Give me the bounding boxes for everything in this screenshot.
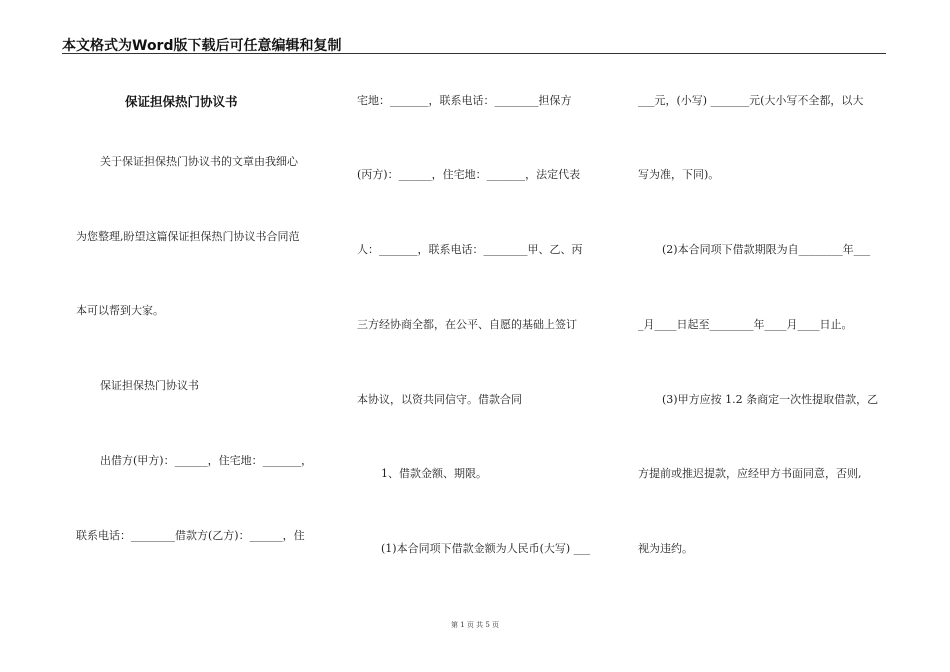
- paragraph-line: 宅地：_______，联系电话：________担保方: [357, 94, 572, 107]
- paragraph-line: 联系电话：________借款方(乙方)：______，住: [76, 529, 305, 542]
- paragraph-line: 1、借款金额、期限。: [381, 467, 487, 480]
- paragraph-line: 写为准，下同)。: [638, 168, 720, 181]
- paragraph-line: 三方经协商全都，在公平、自愿的基础上签订: [357, 318, 577, 331]
- page-header: [62, 33, 886, 54]
- paragraph-line: 本协议，以资共同信守。借款合同: [357, 393, 522, 406]
- paragraph-line: (丙方)：______，住宅地：_______，法定代表: [357, 168, 581, 181]
- paragraph-line: 关于保证担保热门协议书的文章由我细心: [100, 155, 298, 168]
- document-title: 保证担保热门协议书: [125, 94, 238, 109]
- paragraph-line: 出借方(甲方)：______，住宅地：_______，: [100, 454, 313, 467]
- paragraph-line: (1)本合同项下借款金额为人民币(大写) ___: [381, 542, 591, 555]
- paragraph-line: 方提前或推迟提款，应经甲方书面同意，否则,: [638, 467, 862, 480]
- header-title: 本文格式为Word版下载后可任意编辑和复制: [62, 38, 342, 54]
- paragraph-line: (3)甲方应按 1.2 条商定一次性提取借款，乙: [662, 393, 879, 406]
- paragraph-line: ___元，(小写) _______元(大小写不全都，以大: [638, 94, 864, 107]
- paragraph-line: (2)本合同项下借款期限为自________年___: [662, 243, 871, 256]
- paragraph-line: 人：_______，联系电话：________甲、乙、丙: [357, 243, 583, 256]
- paragraph-line: 本可以帮到大家。: [76, 304, 164, 317]
- paragraph-line: 视为违约。: [638, 542, 693, 555]
- section-heading: 保证担保热门协议书: [100, 379, 199, 392]
- paragraph-line: _月____日起至________年____月____日止。: [638, 318, 853, 331]
- paragraph-line: 为您整理,盼望这篇保证担保热门协议书合同范: [76, 230, 300, 243]
- page-number-footer: 第 1 页 共 5 页: [450, 621, 500, 629]
